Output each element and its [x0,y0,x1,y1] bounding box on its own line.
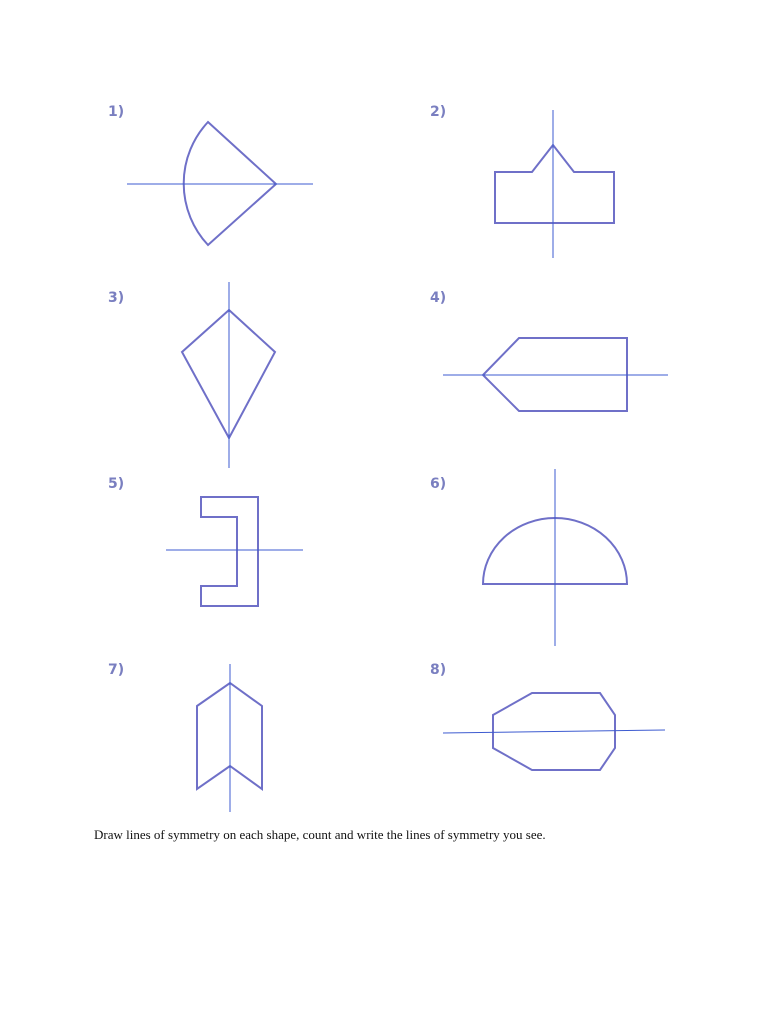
problem-8-label: 8) [430,662,447,678]
shape-7-chevron [197,664,262,812]
shape-4-pentagon-arrow [443,338,668,411]
shape-5-outline [201,497,258,606]
shape-1-sector [127,122,313,245]
shape-2-rectangle-with-peak [495,110,614,258]
shape-8-octagon [443,693,665,770]
shape-6-semicircle [483,469,627,646]
shape-2-outline [495,145,614,223]
problem-2-label: 2) [430,104,447,120]
shape-3-kite [182,282,275,468]
problem-5-label: 5) [108,476,125,492]
instruction-text: Draw lines of symmetry on each shape, count and write the lines of symmetry you see. [94,827,546,842]
shape-5-bracket [166,497,303,606]
problem-7-label: 7) [108,662,125,678]
shape-8-symmetry-line [443,730,665,733]
problem-4-label: 4) [430,290,447,306]
problem-3-label: 3) [108,290,125,306]
problem-1-label: 1) [108,104,125,120]
problem-6-label: 6) [430,476,447,492]
